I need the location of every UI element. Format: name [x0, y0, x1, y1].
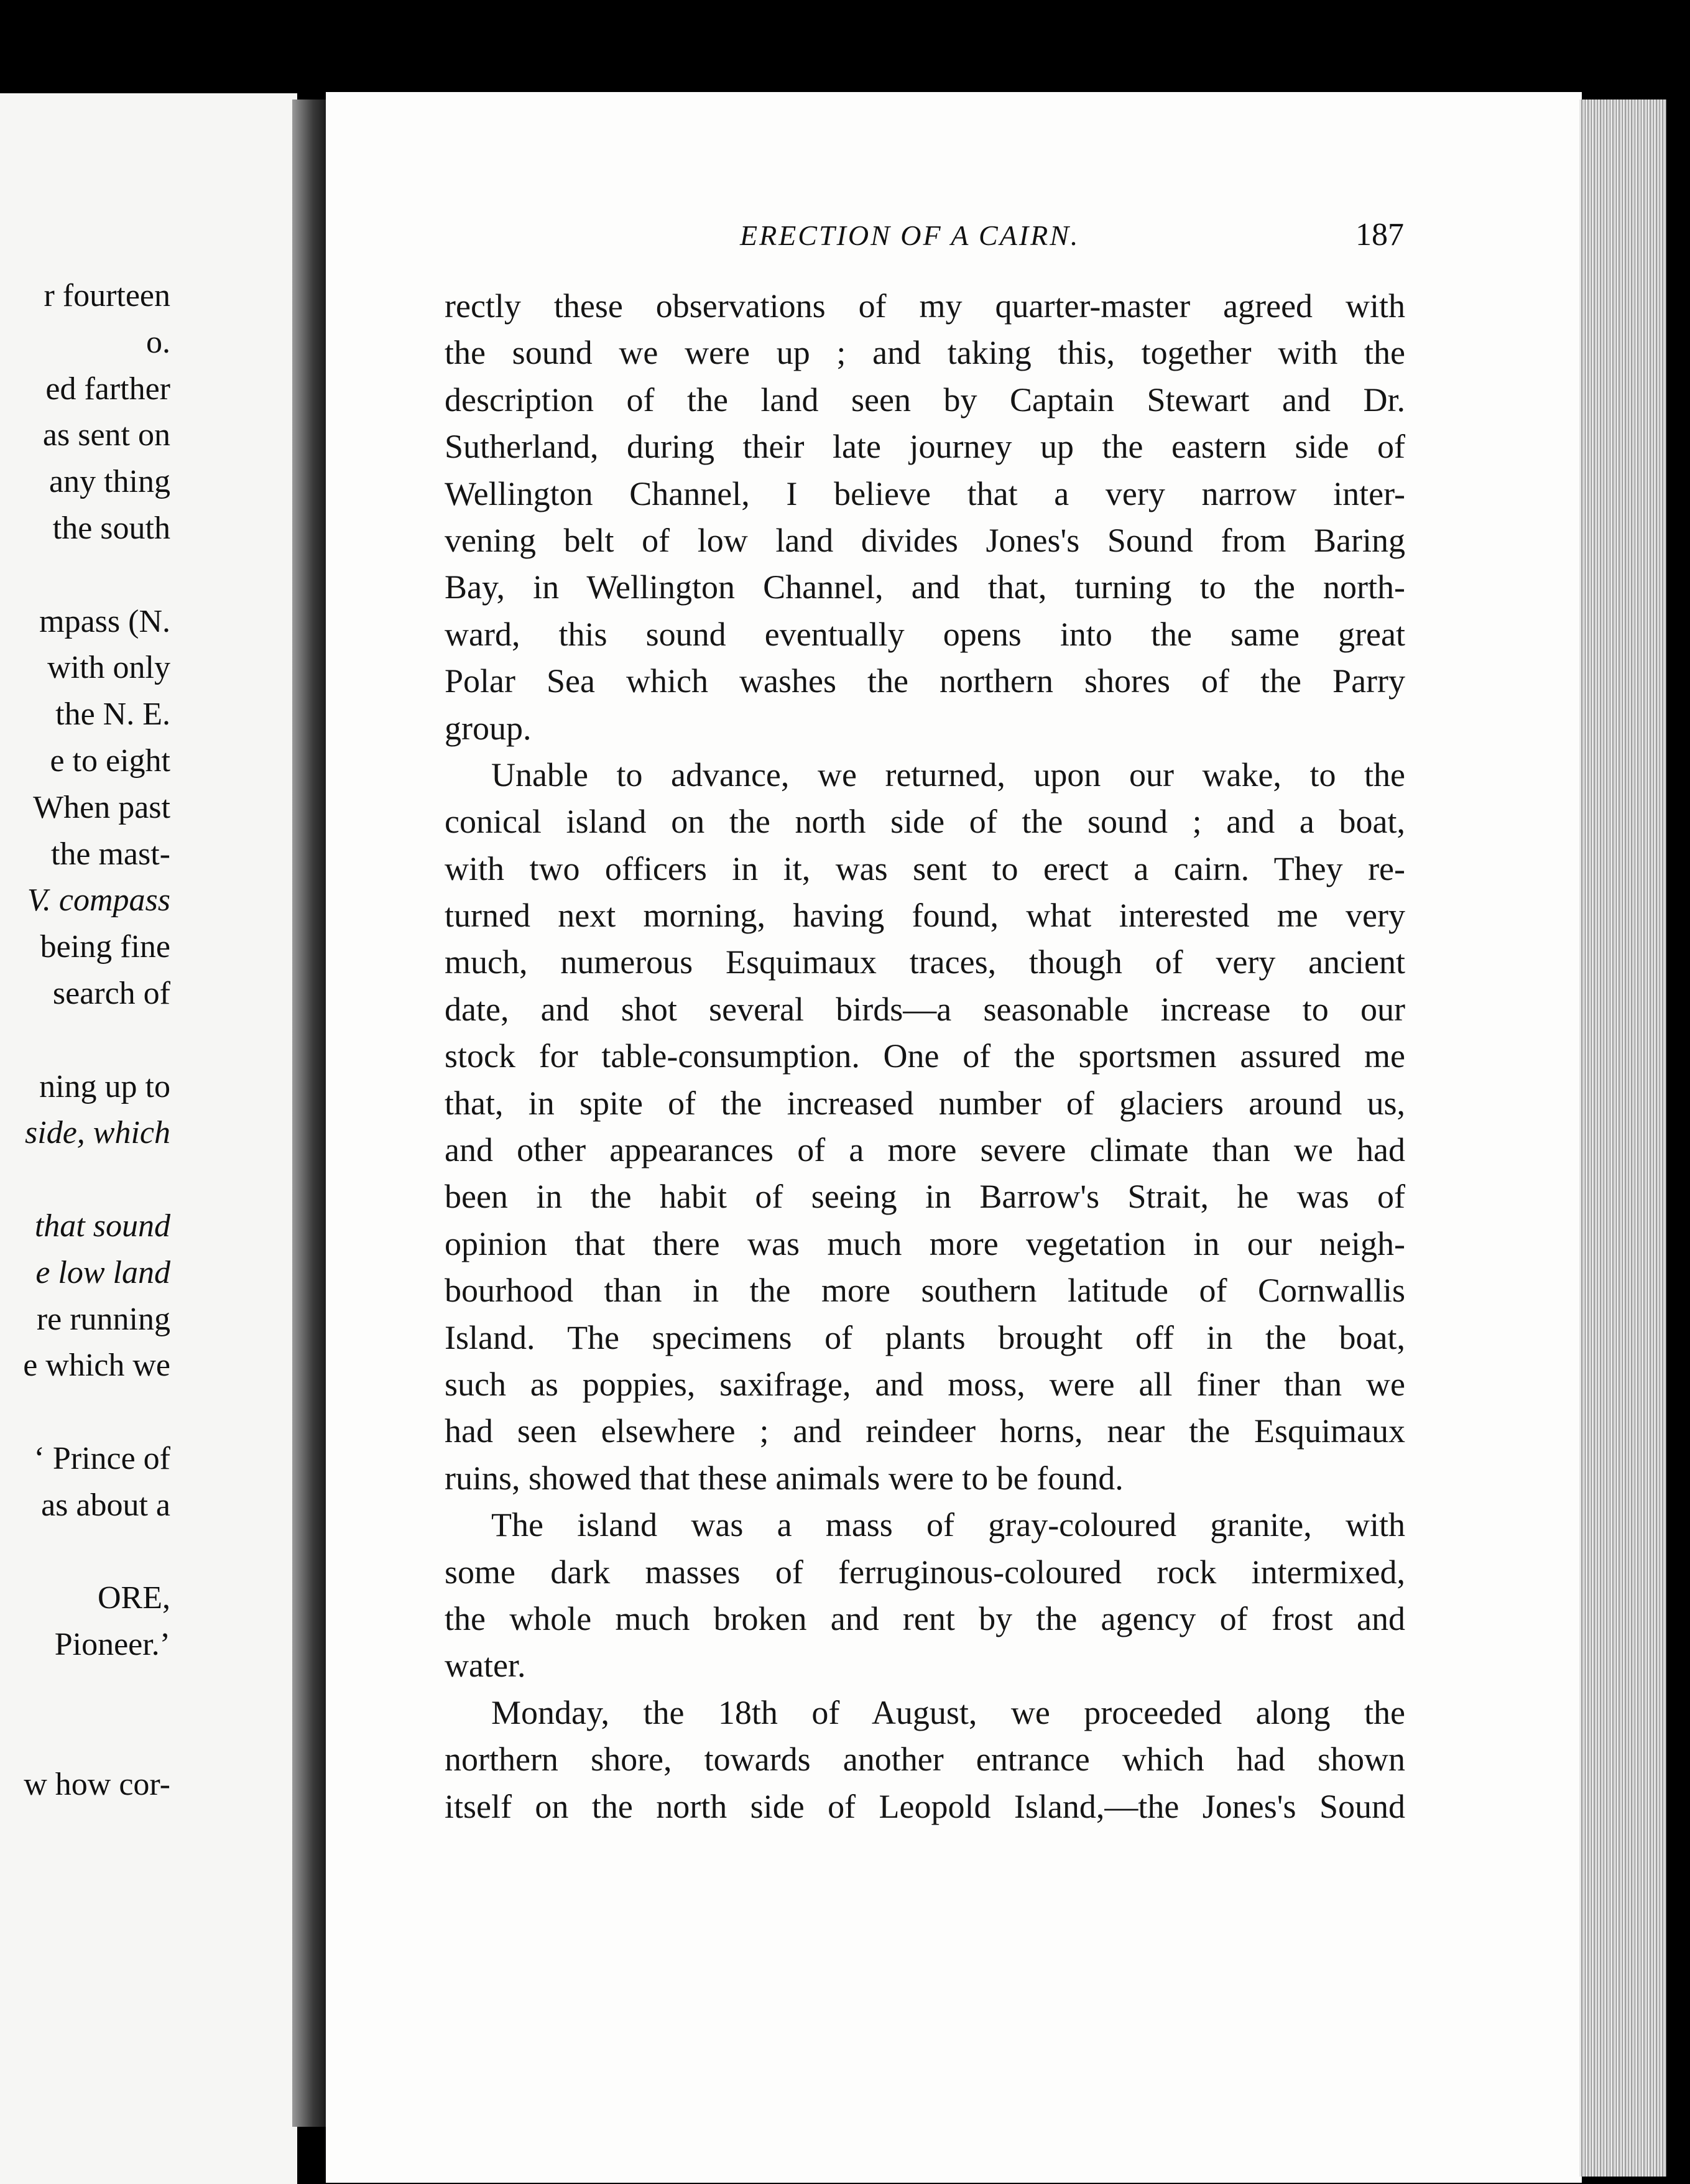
previous-page-line: that sound — [34, 1208, 170, 1244]
text-line: such as poppies, saxifrage, and moss, were all finer than we — [445, 1365, 1405, 1403]
text-line: Monday, the 18th of August, we proceeded along the — [491, 1693, 1405, 1731]
text-line: rectly these observations of my quarter-master agreed with — [445, 287, 1405, 325]
book-gutter — [292, 99, 327, 2127]
previous-page-line: search of — [52, 976, 170, 1011]
previous-page-line: w how cor- — [24, 1766, 170, 1802]
text-line: the whole much broken and rent by the agency of frost and — [445, 1599, 1405, 1637]
previous-page-line: Pioneer.’ — [54, 1627, 170, 1663]
text-line: ward, this sound eventually opens into the same great — [445, 615, 1405, 653]
previous-page-line: the N. E. — [55, 696, 170, 733]
page-number: 187 — [1355, 217, 1404, 252]
previous-page-line: e to eight — [50, 743, 170, 779]
text-line: date, and shot several birds—a seasonable increase to our — [445, 990, 1405, 1028]
previous-page-line: any thing — [49, 464, 170, 500]
previous-page-line: as sent on — [42, 417, 170, 453]
text-line: Wellington Channel, I believe that a very narrow inter- — [445, 474, 1405, 512]
previous-page-line: with only — [47, 650, 170, 686]
text-line: itself on the north side of Leopold Island,—the Jones's Sound — [445, 1787, 1405, 1825]
text-line: Bay, in Wellington Channel, and that, turning to the north- — [445, 568, 1405, 606]
page-edges — [1579, 99, 1666, 2177]
text-line: The island was a mass of gray-coloured granite, with — [491, 1506, 1405, 1544]
text-line: and other appearances of a more severe climate than we had — [445, 1131, 1405, 1169]
text-line: stock for table-consumption. One of the sportsmen assured me — [445, 1037, 1405, 1075]
text-line: had seen elsewhere ; and reindeer horns, near the Esquimaux — [445, 1412, 1405, 1450]
text-line: Unable to advance, we returned, upon our wake, to the — [491, 756, 1405, 794]
previous-page-line: mpass (N. — [39, 603, 170, 639]
text-line: much, numerous Esquimaux traces, though of very ancient — [445, 943, 1405, 981]
previous-page-line: r fourteen — [44, 278, 170, 313]
text-line: water. — [445, 1647, 526, 1685]
previous-page-line: ORE, — [98, 1580, 170, 1616]
previous-page-line: re running — [36, 1301, 170, 1337]
previous-page-line: as about a — [41, 1487, 170, 1523]
text-line: Island. The specimens of plants brought off in the boat, — [445, 1318, 1405, 1356]
previous-page — [0, 93, 297, 2184]
previous-page-line: e low land — [35, 1254, 170, 1290]
previous-page-line: ed farther — [45, 371, 170, 407]
text-line: vening belt of low land divides Jones's Sound from Baring — [445, 521, 1405, 559]
text-line: with two officers in it, was sent to erect a cairn. They re- — [445, 849, 1405, 887]
text-line: Polar Sea which washes the northern shores of the Parry — [445, 662, 1405, 700]
text-line: bourhood than in the more southern latitude of Cornwallis — [445, 1272, 1405, 1310]
previous-page-line: V. compass — [27, 882, 170, 918]
previous-page-line: the south — [52, 511, 170, 546]
text-line: northern shore, towards another entrance which had shown — [445, 1741, 1405, 1779]
text-line: been in the habit of seeing in Barrow's Strait, he was of — [445, 1178, 1405, 1216]
previous-page-line: being fine — [40, 929, 170, 965]
text-line: group. — [445, 709, 532, 747]
previous-page-line: e which we — [23, 1348, 170, 1384]
previous-page-line: o. — [146, 324, 170, 360]
text-line: that, in spite of the increased number of glaciers around us, — [445, 1084, 1405, 1122]
previous-page-line: side, which — [25, 1115, 170, 1151]
previous-page-line: When past — [33, 789, 170, 825]
running-head: ERECTION OF A CAIRN. — [740, 220, 1080, 251]
previous-page-line: ning up to — [39, 1068, 170, 1104]
text-line: some dark masses of ferruginous-coloured rock intermixed, — [445, 1553, 1405, 1591]
previous-page-line: the mast- — [50, 836, 170, 872]
text-line: conical island on the north side of the sound ; and a boat, — [445, 803, 1405, 841]
text-line: description of the land seen by Captain Stewart and Dr. — [445, 381, 1405, 419]
text-line: turned next morning, having found, what interested me very — [445, 897, 1405, 935]
text-line: the sound we were up ; and taking this, together with the — [445, 334, 1405, 372]
text-line: Sutherland, during their late journey up the eastern side of — [445, 428, 1405, 466]
text-line: ruins, showed that these animals were to be found. — [445, 1459, 1124, 1497]
text-line: opinion that there was much more vegetation in our neigh- — [445, 1224, 1405, 1262]
body-text — [445, 283, 1405, 1830]
previous-page-line: ‘ Prince of — [34, 1441, 170, 1476]
